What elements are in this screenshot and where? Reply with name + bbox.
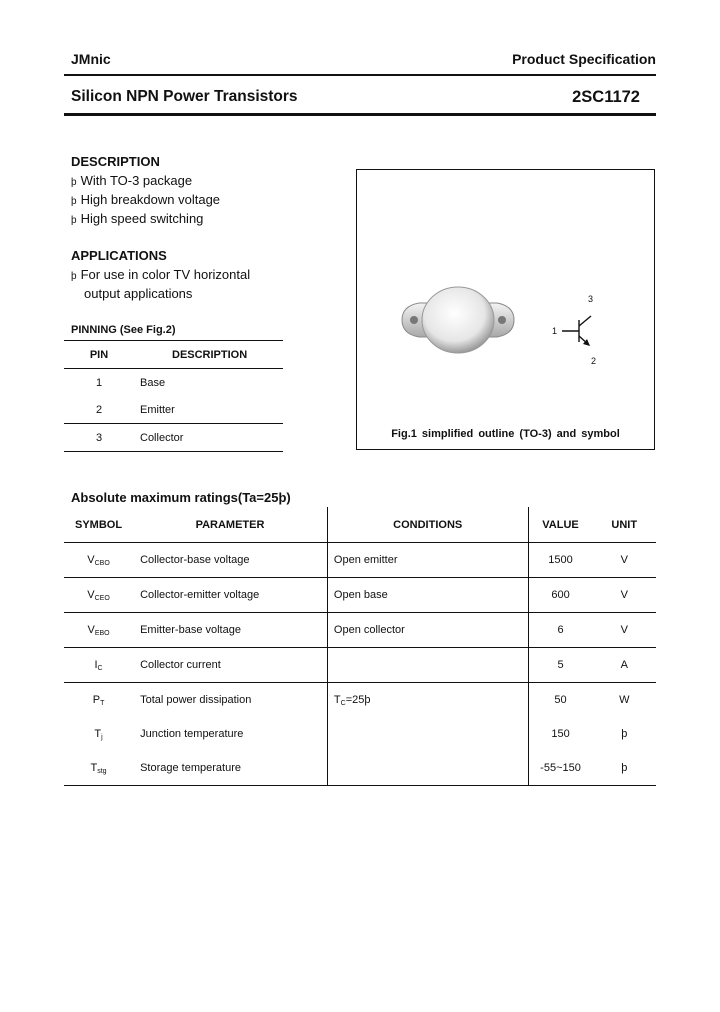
table-row: $T_j$ Junction temperature 150 þ bbox=[64, 717, 656, 751]
figure-caption: Fig.1 simplified outline (TO-3) and symbol bbox=[391, 428, 620, 440]
table-row: $V_{CBO}$ Collector-base voltage Open emitter 1500 V bbox=[64, 543, 656, 578]
applications-item: þ For use in color TV horizontal bbox=[71, 267, 251, 282]
part-number: 2SC1172 bbox=[572, 88, 640, 106]
doc-type: Product Specification bbox=[512, 51, 656, 67]
figure-box bbox=[356, 169, 655, 450]
table-row: $V_{CEO}$ Collector-emitter voltage Open base 600 V bbox=[64, 578, 656, 613]
bullet-icon: þ bbox=[71, 196, 77, 207]
bullet-icon: þ bbox=[71, 271, 77, 282]
table-row: $T_{stg}$ Storage temperature -55~150 þ bbox=[64, 751, 656, 786]
ratings-heading: Absolute maximum ratings(Ta=25þ) bbox=[71, 490, 291, 505]
table-row: 1 Base bbox=[95, 376, 166, 389]
table-row: $P_T$ Total power dissipation $T_C=25þ$ 50 W bbox=[64, 683, 656, 718]
applications-heading: APPLICATIONS bbox=[71, 248, 167, 263]
header-rule-top bbox=[64, 74, 656, 76]
table-row: 3 Collector bbox=[64, 424, 283, 452]
applications-item-cont: output applications bbox=[84, 286, 193, 301]
pin-label-emitter: 2 bbox=[591, 356, 597, 366]
bullet-icon: þ bbox=[71, 177, 77, 188]
table-row: 2 Emitter bbox=[64, 396, 283, 424]
table-header-row bbox=[64, 341, 283, 369]
col-pin: PIN bbox=[64, 341, 134, 369]
pin-label-collector: 3 bbox=[588, 294, 594, 304]
table-header-row: SYMBOL PARAMETER CONDITIONS VALUE UNIT bbox=[64, 507, 656, 543]
description-item: þ With TO-3 package bbox=[71, 173, 193, 188]
description-item: þ High breakdown voltage bbox=[71, 192, 221, 207]
col-description: DESCRIPTION bbox=[134, 341, 283, 369]
table-row: $V_{EBO}$ Emitter-base voltage Open collector 6 V bbox=[64, 613, 656, 648]
description-heading: DESCRIPTION bbox=[71, 154, 160, 169]
brand-name: JMnic bbox=[71, 51, 111, 67]
doc-title: Silicon NPN Power Transistors bbox=[71, 88, 298, 105]
to3-package-illustration bbox=[357, 170, 654, 449]
pin-label-base: 1 bbox=[552, 326, 558, 336]
table-row: $I_C$ Collector current 5 A bbox=[64, 648, 656, 683]
bullet-icon: þ bbox=[71, 215, 77, 226]
pinning-table bbox=[64, 340, 283, 452]
header-rule-bottom bbox=[64, 113, 656, 116]
description-item: þ High speed switching bbox=[71, 211, 204, 226]
pinning-heading: PINNING (See Fig.2) bbox=[71, 324, 176, 336]
ratings-table bbox=[64, 507, 656, 786]
